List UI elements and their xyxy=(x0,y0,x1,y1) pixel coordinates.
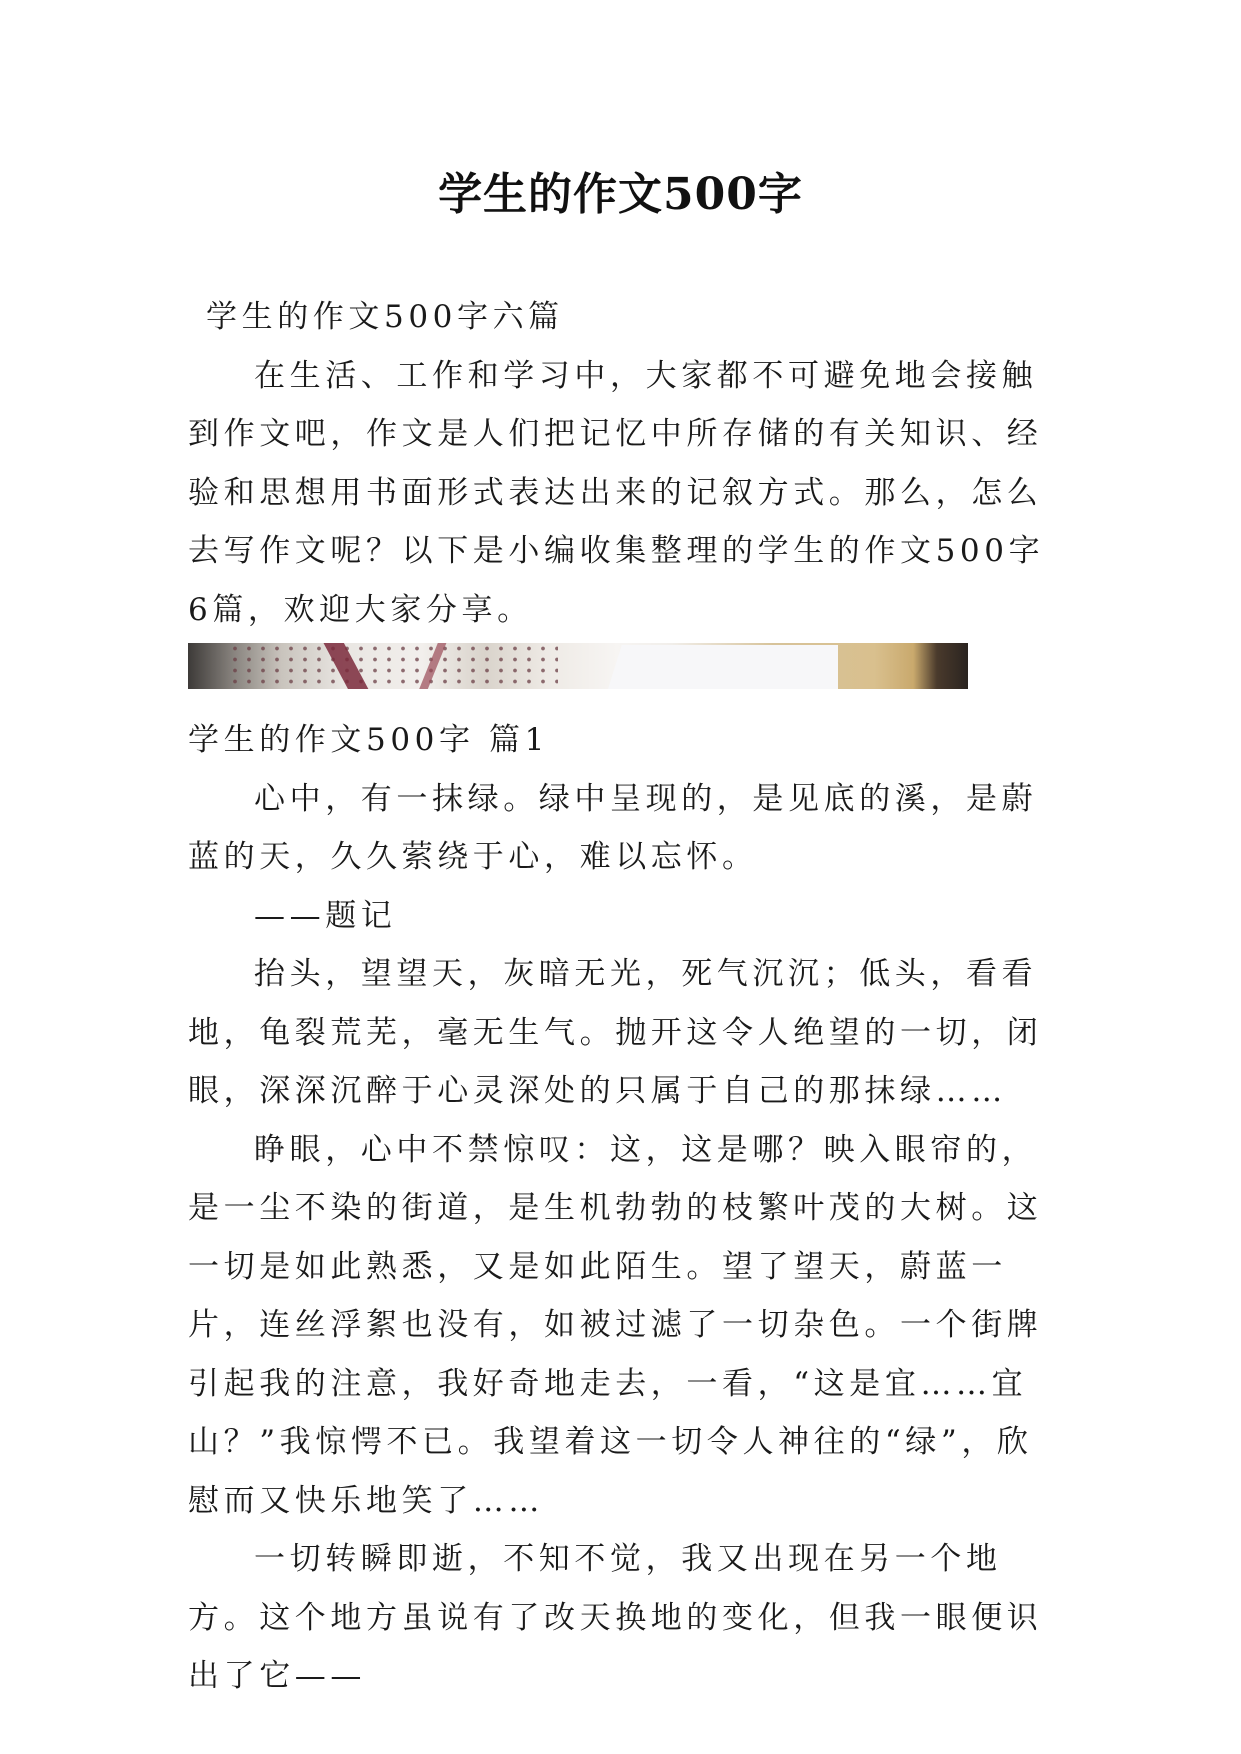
body-paragraph: 心中，有一抹绿。绿中呈现的，是见底的溪，是蔚蓝的天，久久萦绕于心，难以忘怀。 xyxy=(188,780,1038,875)
document-subtitle: 学生的作文500字六篇 xyxy=(206,299,564,335)
cropped-photo xyxy=(188,643,968,689)
section-heading: 学生的作文500字 篇1 xyxy=(188,722,549,758)
document-body xyxy=(188,288,1058,1706)
photo-paper xyxy=(608,645,838,689)
document-title: 学生的作文500字 xyxy=(438,169,803,220)
body-paragraph: 睁眼，心中不禁惊叹：这，这是哪？映入眼帘的，是一尘不染的街道，是生机勃勃的枝繁叶茂的大树。这一切是如此熟悉，又是如此陌生。望了望天，蔚蓝一片，连丝浮絮也没有，如被过滤了一切杂色。一个街牌引起我的注意，我好奇地走去，一看，“这是宜……宜山？”我惊愕不已。我望着这一切令人神往的“绿”，欣慰而又快乐地笑了…… xyxy=(188,1131,1043,1519)
body-paragraph: 抬头，望望天，灰暗无光，死气沉沉；低头，看看地，龟裂荒芜，毫无生气。抛开这令人绝望的一切，闭眼，深深沉醉于心灵深处的只属于自己的那抹绿…… xyxy=(188,956,1043,1109)
photo-fabric-pattern xyxy=(228,643,558,689)
body-paragraph: 一切转瞬即逝，不知不觉，我又出现在另一个地方。这个地方虽说有了改天换地的变化，但我一眼便识出了它—— xyxy=(188,1541,1043,1694)
intro-paragraph: 在生活、工作和学习中，大家都不可避免地会接触到作文吧，作文是人们把记忆中所存储的有关知识、经验和思想用书面形式表达出来的记叙方式。那么，怎么去写作文呢？以下是小编收集整理的学生的作文500字6篇，欢迎大家分享。 xyxy=(188,357,1045,628)
epigraph-attribution: ——题记 xyxy=(254,897,397,934)
